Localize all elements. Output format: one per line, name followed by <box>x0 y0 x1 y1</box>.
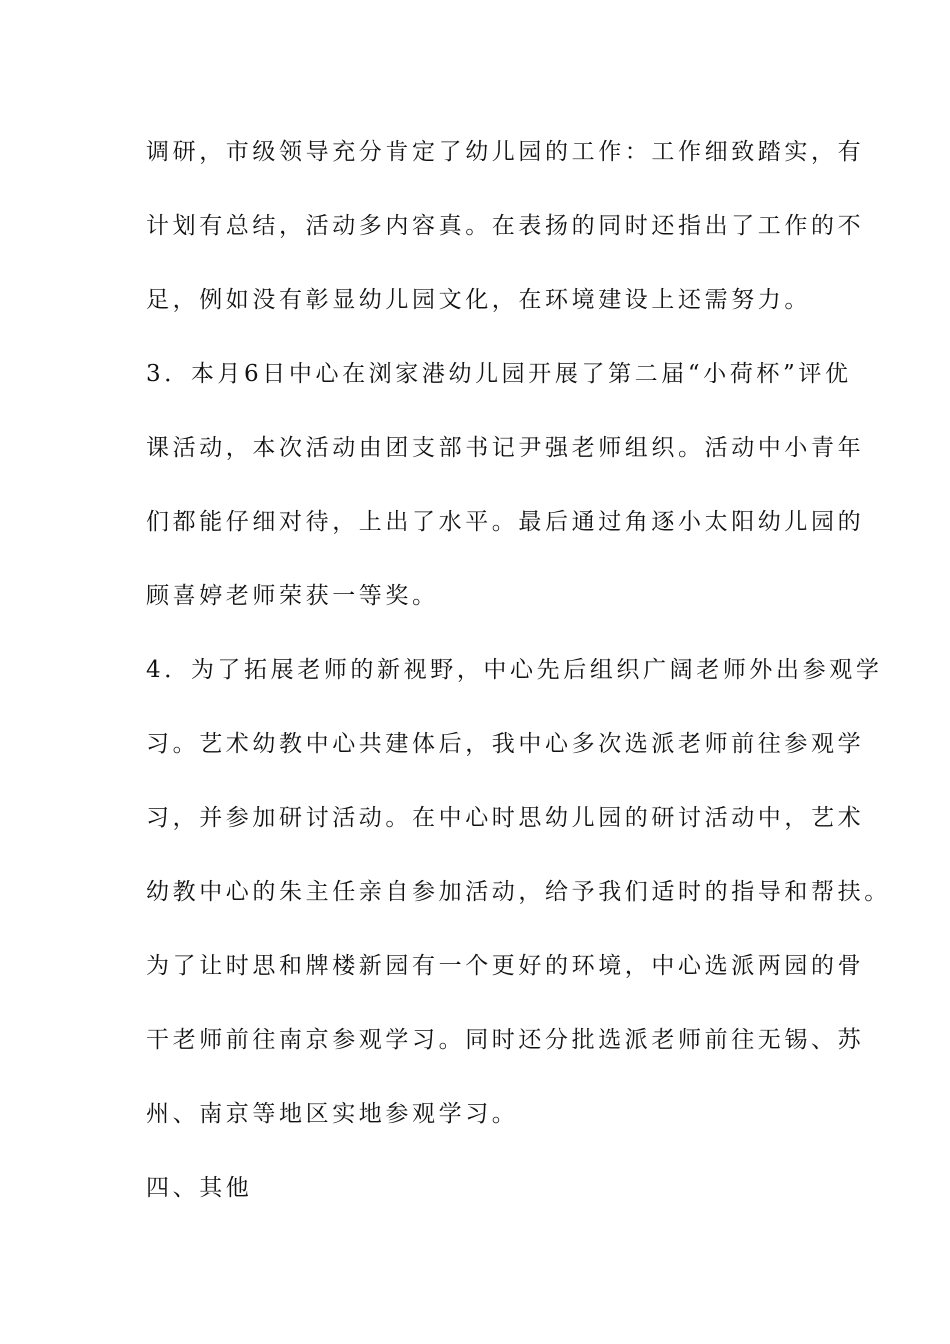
paragraph-line: 州、南京等地区实地参观学习。 <box>146 1101 519 1127</box>
paragraph-line: 干老师前往南京参观学习。同时还分批选派老师前往无锡、苏 <box>146 1027 865 1053</box>
paragraph-line: 为了让时思和牌楼新园有一个更好的环境，中心选派两园的骨 <box>146 953 865 979</box>
section-heading: 四、其他 <box>146 1175 253 1201</box>
paragraph-line: 幼教中心的朱主任亲自参加活动，给予我们适时的指导和帮扶。 <box>146 879 891 905</box>
paragraph-line: 习。艺术幼教中心共建体后，我中心多次选派老师前往参观学 <box>146 731 865 757</box>
paragraph-line: 调研，市级领导充分肯定了幼儿园的工作：工作细致踏实，有 <box>146 139 865 165</box>
paragraph-line: 足，例如没有彰显幼儿园文化，在环境建设上还需努力。 <box>146 287 811 313</box>
paragraph-line: 课活动，本次活动由团支部书记尹强老师组织。活动中小青年 <box>146 435 865 461</box>
paragraph-line: 们都能仔细对待，上出了水平。最后通过角逐小太阳幼儿园的 <box>146 509 865 535</box>
paragraph-line: 习，并参加研讨活动。在中心时思幼儿园的研讨活动中，艺术 <box>146 805 865 831</box>
paragraph-line: 计划有总结，活动多内容真。在表扬的同时还指出了工作的不 <box>146 213 865 239</box>
paragraph-line: 顾喜婷老师荣获一等奖。 <box>146 583 439 609</box>
list-item-3-line: 3．本月6日中心在浏家港幼儿园开展了第二届“小荷杯”评优 <box>146 361 852 387</box>
list-item-4-line: 4．为了拓展老师的新视野，中心先后组织广阔老师外出参观学 <box>146 657 883 683</box>
